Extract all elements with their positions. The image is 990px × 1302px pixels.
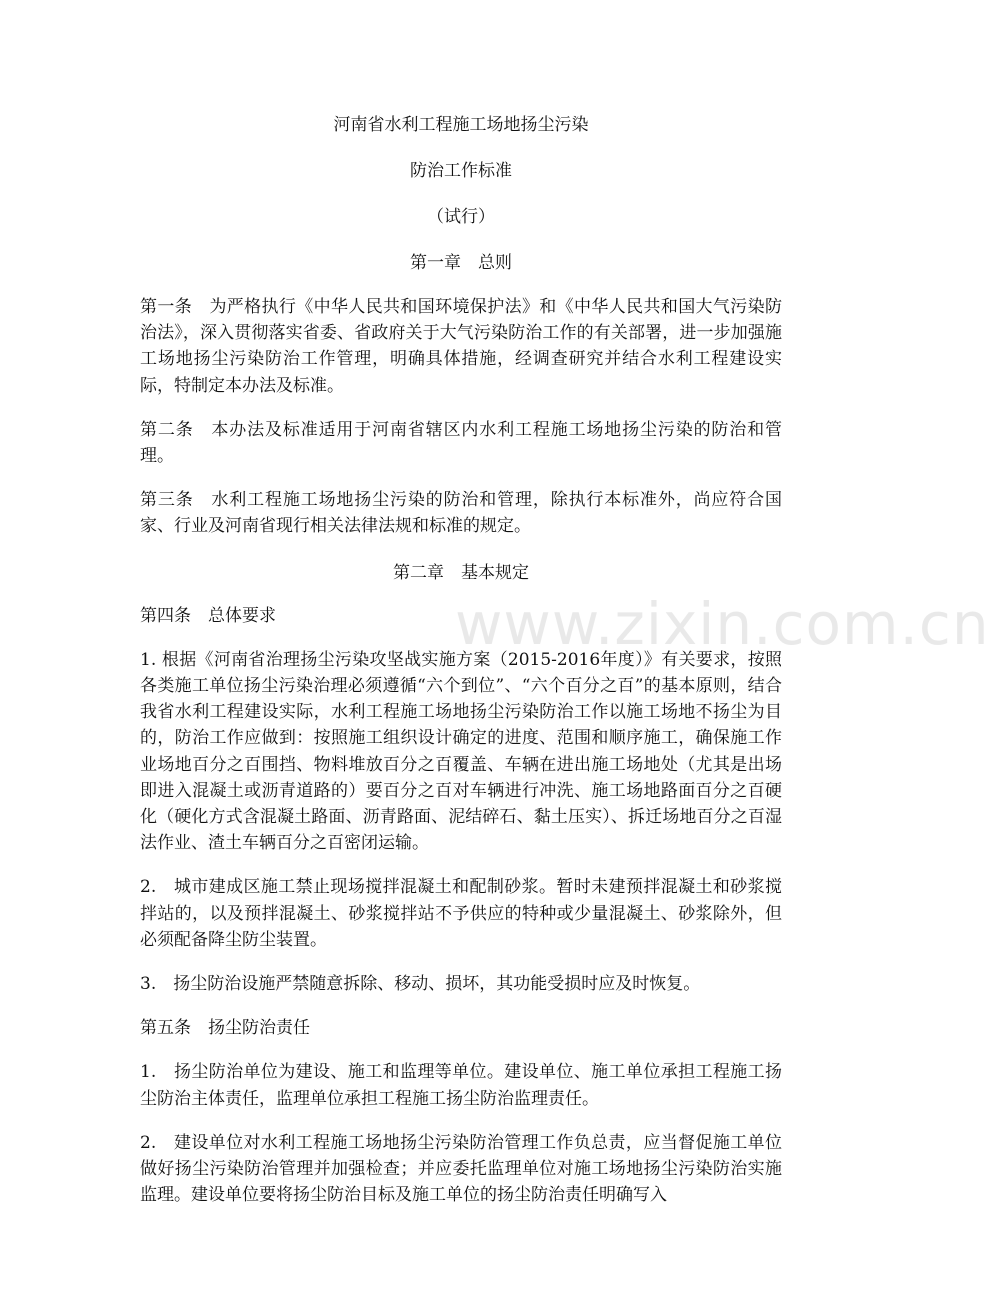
document-title-line3: （试行） — [427, 207, 495, 227]
article-4-item-1: 1. 根据《河南省治理扬尘污染攻坚战实施方案（2015-2016年度）》有关要求，按照各类施工单位扬尘污染治理必须遵循“六个到位”、“六个百分之百”的基本原则，结合我省水利工程建设实际，水利工程施工场地扬尘污染防治工作以施工场地不扬尘为目的，防治工作应做到：按照施工组织设计确定的进度、范围和顺序施工，确保施工作业场地百分之百围挡、物料堆放百分之百覆盖、车辆在进出施工场地处（尤其是出场即进入混凝土或沥青道路的）要百分之百对车辆进行冲洗、施工场地路面百分之百硬化（硬化方式含混凝土路面、沥青路面、泥结碎石、黏土压实）、拆迁场地百分之百湿法作业、渣土车辆百分之百密闭运输。 — [140, 649, 782, 854]
document-title-line1: 河南省水利工程施工场地扬尘污染 — [333, 115, 589, 135]
article-1: 第一条 为严格执行《中华人民共和国环境保护法》和《中华人民共和国大气污染防治法》，深入贯彻落实省委、省政府关于大气污染防治工作的有关部署，进一步加强施工场地扬尘污染防治工作管理，明确具体措施，经调查研究并结合水利工程建设实际，特制定本办法及标准。 — [140, 297, 782, 396]
article-2: 第二条 本办法及标准适用于河南省辖区内水利工程施工场地扬尘污染的防治和管理。 — [140, 419, 782, 467]
article-5-item-2: 2. 建设单位对水利工程施工场地扬尘污染防治管理工作负总责，应当督促施工单位做好扬尘污染防治管理并加强检查；并应委托监理单位对施工场地扬尘污染防治实施监理。建设单位要将扬尘防治目标及施工单位的扬尘防治责任明确写入 — [140, 1132, 782, 1206]
article-4-heading: 第四条 总体要求 — [140, 605, 276, 626]
chapter-heading-1: 第一章 总则 — [410, 253, 512, 273]
article-5-heading: 第五条 扬尘防治责任 — [140, 1018, 310, 1039]
document-title-line2: 防治工作标准 — [410, 161, 512, 181]
article-3: 第三条 水利工程施工场地扬尘污染的防治和管理，除执行本标准外，尚应符合国家、行业及河南省现行相关法律法规和标准的规定。 — [140, 490, 782, 537]
chapter-heading-2: 第二章 基本规定 — [393, 562, 529, 583]
article-4-item-2: 2. 城市建成区施工禁止现场搅拌混凝土和配制砂浆。暂时未建预拌混凝土和砂浆搅拌站的，以及预拌混凝土、砂浆搅拌站不予供应的特种或少量混凝土、砂浆除外，但必须配备降尘防尘装置。 — [140, 877, 782, 950]
document-body — [140, 112, 782, 1208]
watermark: www.zixin.com.cn — [455, 590, 990, 658]
article-5-item-1: 1. 扬尘防治单位为建设、施工和监理等单位。建设单位、施工单位承担工程施工扬尘防治主体责任，监理单位承担工程施工扬尘防治监理责任。 — [140, 1062, 782, 1109]
article-4-item-3: 3. 扬尘防治设施严禁随意拆除、移动、损坏，其功能受损时应及时恢复。 — [140, 974, 701, 995]
